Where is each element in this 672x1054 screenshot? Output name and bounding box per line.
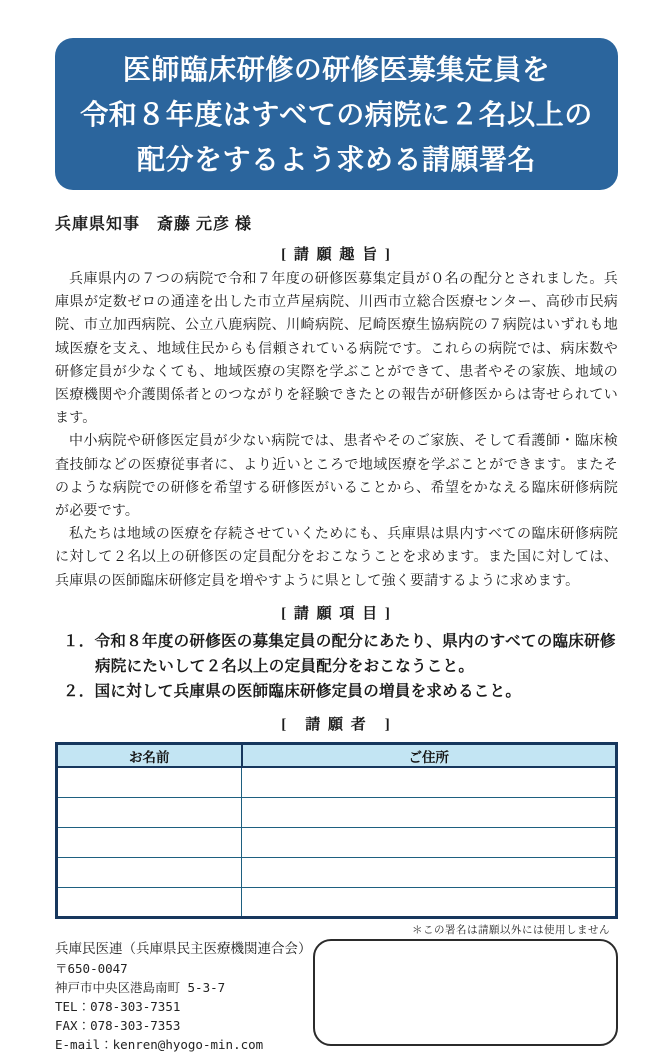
postal-code: 〒650‐0047 [55, 960, 128, 976]
signature-name-cell [57, 887, 242, 917]
petitioner-heading: [ 請 願 者 ] [281, 716, 392, 733]
street-address: 神戸市中央区港島南町 5-3-7 [55, 979, 226, 995]
signature-usage-note: ＊この署名は請願以外には使用しません [412, 923, 610, 936]
title-line-2: 令和８年度はすべての病院に２名以上の [80, 98, 593, 130]
purpose-heading: [ 請 願 趣 旨 ] [281, 247, 392, 263]
petition-items [55, 629, 618, 704]
collector-entry-box [313, 939, 618, 1046]
telephone: TEL：078-303-7351 [55, 998, 181, 1014]
signature-row [57, 797, 617, 827]
signature-name-cell [57, 797, 242, 827]
items-heading: [ 請 願 項 目 ] [281, 605, 392, 622]
signature-name-cell [57, 767, 242, 797]
petition-item-2: ２．国に対して兵庫県の医師臨床研修定員の増員を求めること。 [63, 682, 522, 700]
signature-table [55, 742, 618, 919]
email-address: E-mail：kenren@hyogo-min.com [55, 1036, 264, 1052]
addressee-line: 兵庫県知事 斎藤 元彦 様 [55, 216, 253, 233]
footer-contact-block [55, 939, 313, 1054]
title-line-3: 配分をするよう求める請願署名 [136, 143, 536, 175]
signature-address-cell [242, 827, 617, 857]
signature-name-cell [57, 827, 242, 857]
purpose-paragraph: 兵庫県内の７つの病院で令和７年度の研修医募集定員が０名の配分とされました。兵庫県が定数ゼロの通達を出した市立芦屋病院、川西市立総合医療センター、高砂市民病院、市立加西病院、公立八鹿病院、川崎病院、尼崎医療生協病院の７病院はいずれも地域医療を支え、地域住民からも信頼されている病院です。これらの病院では、病床数や研修定員が少なくても、地域医療の実際を学ぶことができて、患者やその家族、地域の医療機関や介護関係者とのつながりを経験できたとの報告が研修医からは寄せられています。 [55, 272, 618, 427]
signature-address-cell [242, 767, 617, 797]
purpose-paragraph: 中小病院や研修医定員が少ない病院では、患者やそのご家族、そして看護師・臨床検査技師などの医療従事者に、より近いところで地域医療を学ぶことができます。またそのような病院での研修を希望する研修医がいることから、希望をかなえる臨床研修病院が必要です。 [55, 434, 618, 520]
signature-row [57, 857, 617, 887]
column-header-address: ご住所 [242, 743, 617, 767]
title-line-1: 医師臨床研修の研修医募集定員を [122, 53, 551, 85]
signature-row [57, 827, 617, 857]
purpose-paragraph: 私たちは地域の医療を存続させていくためにも、兵庫県は県内すべての臨床研修病院に対して２名以上の研修医の定員配分をおこなうことを求めます。また国に対しては、兵庫県の医師臨床研修定員を増やすように県として強く要請するように求めます。 [55, 527, 618, 589]
table-header-row [57, 743, 617, 767]
purpose-body [55, 268, 618, 593]
organization-name: 兵庫民医連（兵庫県民主医療機関連合会） [55, 940, 312, 956]
signature-name-cell [57, 857, 242, 887]
signature-address-cell [242, 797, 617, 827]
signature-row [57, 887, 617, 917]
signature-address-cell [242, 887, 617, 917]
footer [55, 939, 618, 1054]
petition-item-1: １．令和８年度の研修医の募集定員の配分にあたり、県内のすべての臨床研修病院にたいして２名以上の定員配分をおこなうこと。 [63, 632, 616, 675]
fax-number: FAX：078-303-7353 [55, 1017, 181, 1033]
signature-row [57, 767, 617, 797]
title-banner [55, 38, 618, 190]
column-header-name: お名前 [57, 743, 242, 767]
signature-address-cell [242, 857, 617, 887]
